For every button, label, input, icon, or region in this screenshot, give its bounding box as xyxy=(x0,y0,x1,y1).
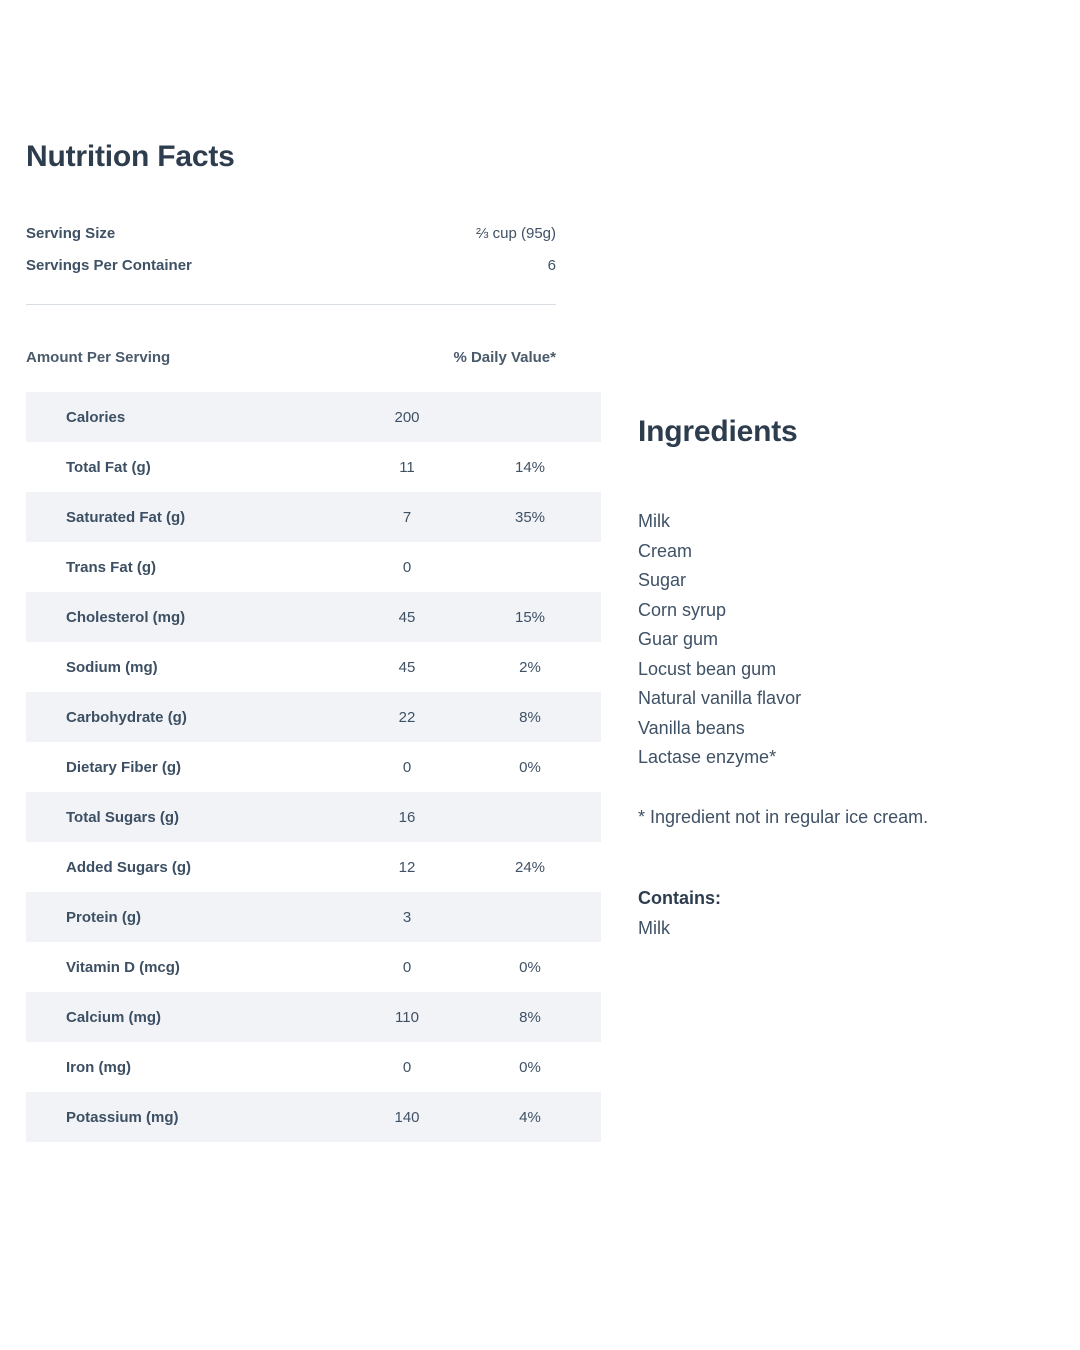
nutrient-daily-value xyxy=(459,792,601,842)
nutrient-amount: 45 xyxy=(355,592,459,642)
table-header-row xyxy=(26,349,556,366)
table-row xyxy=(26,1092,601,1142)
table-row xyxy=(26,992,601,1042)
table-row xyxy=(26,442,601,492)
amount-per-serving-header: Amount Per Serving xyxy=(26,349,171,366)
servings-per-container-row xyxy=(26,250,556,282)
list-item: Locust bean gum xyxy=(638,658,777,679)
nutrient-name: Sodium (mg) xyxy=(26,642,355,692)
serving-size-value: ⅔ cup (95g) xyxy=(475,225,556,242)
nutrient-name: Iron (mg) xyxy=(26,1042,355,1092)
table-row xyxy=(26,842,601,892)
table-row xyxy=(26,392,601,442)
nutrient-name: Potassium (mg) xyxy=(26,1092,355,1142)
nutrition-table xyxy=(26,392,601,1142)
serving-size-label: Serving Size xyxy=(26,225,116,242)
nutrient-amount: 0 xyxy=(355,542,459,592)
table-row xyxy=(26,892,601,942)
nutrient-name: Saturated Fat (g) xyxy=(26,492,355,542)
nutrient-daily-value: 35% xyxy=(459,492,601,542)
list-item: Corn syrup xyxy=(638,599,727,620)
nutrient-name: Calories xyxy=(26,392,355,442)
ingredients-panel xyxy=(638,415,1058,943)
nutrient-amount: 140 xyxy=(355,1092,459,1142)
serving-size-row xyxy=(26,218,556,250)
table-row xyxy=(26,792,601,842)
servings-per-container-label: Servings Per Container xyxy=(26,257,192,274)
ingredients-footnote: * Ingredient not in regular ice cream. xyxy=(638,806,929,827)
nutrient-amount: 7 xyxy=(355,492,459,542)
contains-value: Milk xyxy=(638,917,670,938)
nutrient-amount: 200 xyxy=(355,392,459,442)
nutrient-amount: 0 xyxy=(355,742,459,792)
table-row xyxy=(26,692,601,742)
list-item: Natural vanilla flavor xyxy=(638,688,802,708)
table-row xyxy=(26,492,601,542)
nutrient-daily-value: 15% xyxy=(459,592,601,642)
nutrient-daily-value: 2% xyxy=(459,642,601,692)
list-item: Cream xyxy=(638,540,693,561)
nutrient-daily-value xyxy=(459,892,601,942)
nutrient-daily-value: 0% xyxy=(459,742,601,792)
nutrient-amount: 12 xyxy=(355,842,459,892)
list-item: Sugar xyxy=(638,570,687,590)
list-item: Milk xyxy=(638,511,670,531)
table-row xyxy=(26,742,601,792)
nutrient-daily-value: 8% xyxy=(459,992,601,1042)
nutrient-daily-value: 8% xyxy=(459,692,601,742)
list-item: Vanilla beans xyxy=(638,717,745,738)
nutrient-name: Dietary Fiber (g) xyxy=(26,742,355,792)
nutrient-name: Total Sugars (g) xyxy=(26,792,355,842)
nutrient-amount: 0 xyxy=(355,942,459,992)
ingredients-title: Ingredients xyxy=(638,415,798,448)
nutrient-name: Vitamin D (mcg) xyxy=(26,942,355,992)
list-item: Guar gum xyxy=(638,629,719,649)
nutrient-name: Protein (g) xyxy=(26,892,355,942)
nutrient-name: Added Sugars (g) xyxy=(26,842,355,892)
contains-label: Contains: xyxy=(638,888,721,908)
nutrient-daily-value xyxy=(459,542,601,592)
nutrient-daily-value xyxy=(459,392,601,442)
nutrient-daily-value: 4% xyxy=(459,1092,601,1142)
nutrient-daily-value: 0% xyxy=(459,1042,601,1092)
nutrition-facts-title: Nutrition Facts xyxy=(26,140,235,173)
nutrition-facts-panel xyxy=(26,140,556,1142)
table-row xyxy=(26,942,601,992)
nutrient-amount: 22 xyxy=(355,692,459,742)
daily-value-header: % Daily Value* xyxy=(453,349,556,366)
table-row xyxy=(26,542,601,592)
list-item: Lactase enzyme* xyxy=(638,747,777,767)
nutrient-name: Calcium (mg) xyxy=(26,992,355,1042)
nutrient-amount: 0 xyxy=(355,1042,459,1092)
nutrient-amount: 3 xyxy=(355,892,459,942)
ingredients-list xyxy=(638,507,1058,773)
table-row xyxy=(26,1042,601,1092)
nutrient-daily-value: 0% xyxy=(459,942,601,992)
table-row xyxy=(26,592,601,642)
nutrient-amount: 110 xyxy=(355,992,459,1042)
nutrient-name: Trans Fat (g) xyxy=(26,542,355,592)
nutrient-name: Total Fat (g) xyxy=(26,442,355,492)
nutrient-name: Cholesterol (mg) xyxy=(26,592,355,642)
nutrient-amount: 16 xyxy=(355,792,459,842)
nutrient-amount: 11 xyxy=(355,442,459,492)
nutrient-daily-value: 24% xyxy=(459,842,601,892)
nutrient-name: Carbohydrate (g) xyxy=(26,692,355,742)
nutrient-amount: 45 xyxy=(355,642,459,692)
nutrient-daily-value: 14% xyxy=(459,442,601,492)
servings-per-container-value: 6 xyxy=(547,257,556,274)
serving-info-block xyxy=(26,218,556,305)
table-row xyxy=(26,642,601,692)
